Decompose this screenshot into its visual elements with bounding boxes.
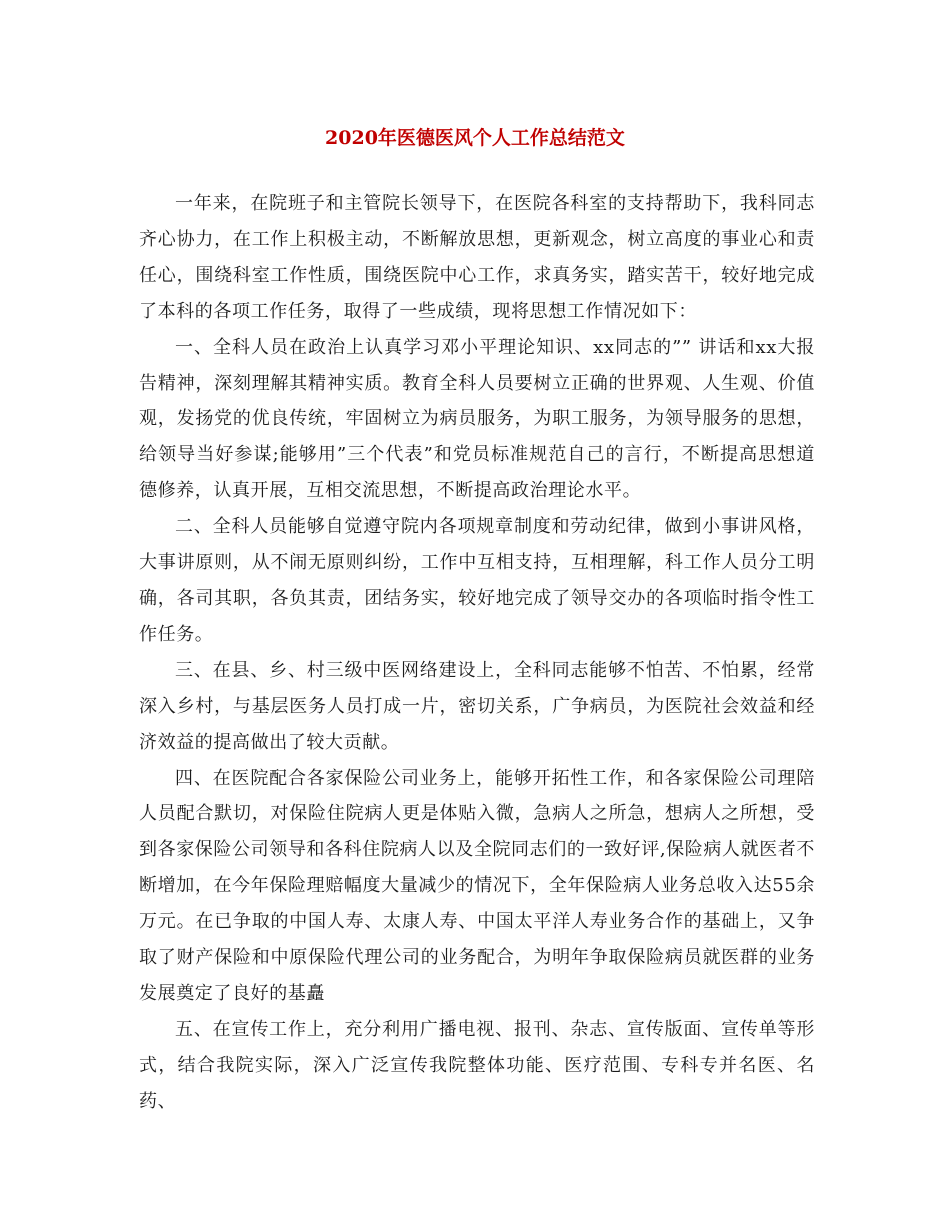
- paragraph-political-study: 一、全科人员在政治上认真学习邓小平理论知识、xx同志的”” 讲话和xx大报告精神，深刻理解其精神实质。教育全科人员要树立正确的世界观、人生观、价值观，发扬党的优良传统，牢固树立为病员服务，为职工服务，为领导服务的思想，给领导当好参谋;能够用”三个代表”和党员标准规范自己的言行，不断提高思想道德修养，认真开展，互相交流思想，不断提高政治理论水平。: [139, 336, 815, 502]
- paragraph-discipline: 二、全科人员能够自觉遵守院内各项规章制度和劳动纪律，做到小事讲风格，大事讲原则，从不闹无原则纠纷，工作中互相支持，互相理解，科工作人员分工明确，各司其职，各负其责，团结务实，较好地完成了领导交办的各项临时指令性工作任务。: [139, 516, 815, 645]
- paragraph-network-building: 三、在县、乡、村三级中医网络建设上，全科同志能够不怕苦、不怕累，经常深入乡村，与基层医务人员打成一片，密切关系，广争病员，为医院社会效益和经济效益的提高做出了较大贡献。: [139, 659, 815, 753]
- paragraph-publicity: 五、在宣传工作上，充分利用广播电视、报刊、杂志、宣传版面、宣传单等形式，结合我院实际，深入广泛宣传我院整体功能、医疗范围、专科专并名医、名药、: [139, 1018, 815, 1112]
- paragraph-intro: 一年来，在院班子和主管院长领导下，在医院各科室的支持帮助下，我科同志齐心协力，在工作上积极主动，不断解放思想，更新观念，树立高度的事业心和责任心，围绕科室工作性质，围绕医院中心工作，求真务实，踏实苦干，较好地完成了本科的各项工作任务，取得了一些成绩，现将思想工作情况如下：: [139, 193, 815, 322]
- document-title: 2020年医德医风个人工作总结范文: [325, 127, 625, 149]
- paragraph-insurance: 四、在医院配合各家保险公司业务上，能够开拓性工作，和各家保险公司理陪人员配合默切，对保险住院病人更是体贴入微，急病人之所急，想病人之所想，受到各家保险公司领导和各科住院病人以及全院同志们的一致好评,保险病人就医者不断增加，在今年保险理赔幅度大量减少的情况下，全年保险病人业务总收入达55余万元。在已争取的中国人寿、太康人寿、中国太平洋人寿业务合作的基础上，又争取了财产保险和中原保险代理公司的业务配合，为明年争取保险病员就医群的业务发展奠定了良好的基矗: [139, 767, 815, 1004]
- document-body: [139, 186, 815, 1120]
